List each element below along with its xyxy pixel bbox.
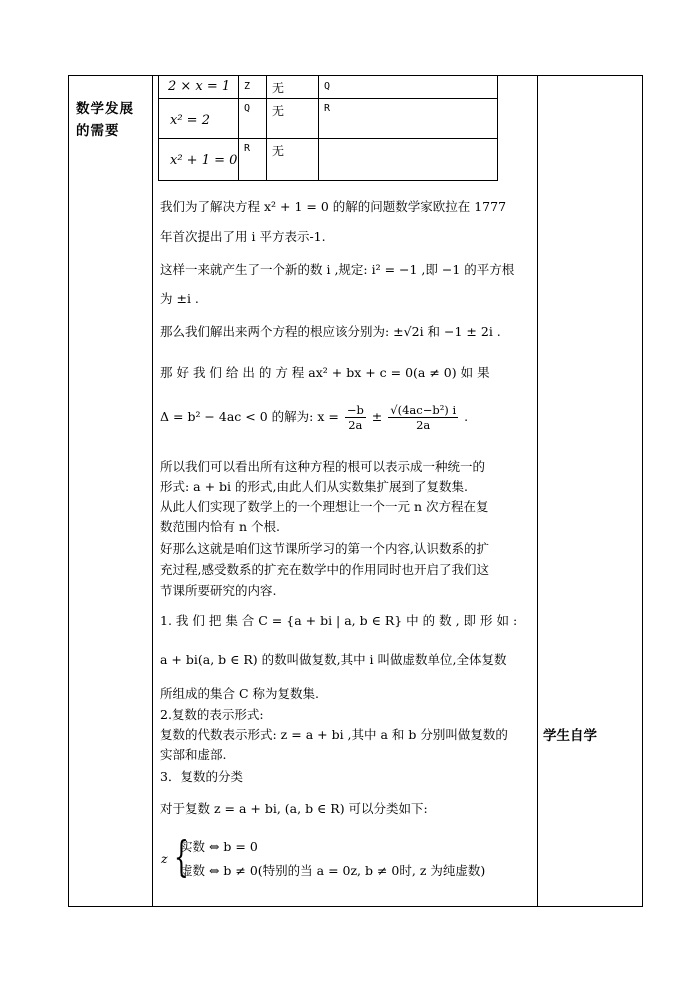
paragraph-lesson-3: 节课所要研究的内容.	[160, 583, 277, 598]
paragraph-algebraic-form-1: 复数的代数表示形式: z = a + bi ,其中 a 和 b 分别叫做复数的	[160, 727, 508, 742]
fraction-2-numerator: √(4ac−b²) i	[390, 403, 457, 417]
paragraph-lesson-2: 充过程,感受数系的扩充在数学中的作用同时也开启了我们这	[160, 562, 489, 577]
column-divider-1	[152, 75, 153, 907]
equation-table	[158, 75, 498, 181]
paragraph-new-number-1: 这样一来就产生了一个新的数 i ,规定: i² = −1 ,即 −1 的平方根	[160, 262, 515, 277]
right-column-label: 学生自学	[543, 728, 597, 744]
table-row-3-equation: x² + 1 = 0	[170, 153, 238, 168]
outer-left-border	[68, 75, 69, 907]
fraction-1	[345, 403, 366, 432]
classification-case-real: 实数 ⇔ b = 0	[180, 839, 258, 854]
paragraph-roots: 那么我们解出来两个方程的根应该分别为: ±√2i 和 −1 ± 2i .	[160, 324, 501, 339]
table-row-1-mark: 无	[272, 81, 285, 95]
paragraph-euler-2: 年首次提出了用 i 平方表示-1.	[160, 229, 326, 244]
paragraph-euler-1: 我们为了解决方程 x² + 1 = 0 的解的问题数学家欧拉在 1777	[160, 199, 507, 214]
plus-minus-sign: ±	[371, 409, 383, 424]
paragraph-representation-heading: 2.复数的表示形式:	[160, 707, 264, 722]
table-row-1-set2: Q	[324, 81, 331, 92]
classification-case-imaginary: 虚数 ⇔ b ≠ 0(特别的当 a = 0z, b ≠ 0时, z 为纯虚数)	[180, 863, 486, 878]
table-row-2-mark: 无	[272, 104, 285, 118]
fraction-2	[388, 403, 458, 432]
classification-variable: z	[161, 851, 168, 866]
column-divider-2	[537, 75, 538, 907]
table-row-1-equation: 2 × x = 1	[168, 79, 231, 94]
paragraph-unified-form-4: 数范围内恰有 n 个根.	[160, 519, 280, 534]
left-column-label: 数学发展的需要	[76, 101, 134, 139]
classification-brace: {	[174, 832, 189, 881]
paragraph-discriminant-solution	[160, 402, 530, 432]
discriminant-text: Δ = b² − 4ac < 0 的解为: x =	[160, 409, 339, 424]
paragraph-unified-form-3: 从此人们实现了数学上的一个理想让一个一元 n 次方程在复	[160, 499, 489, 514]
outer-right-border	[642, 75, 643, 907]
paragraph-definition-2: a + bi(a, b ∈ R) 的数叫做复数,其中 i 叫做虚数单位,全体复数	[160, 652, 507, 667]
paragraph-general-equation: 那 好 我 们 给 出 的 方 程 ax² + bx + c = 0(a ≠ 0) 如 果	[160, 365, 490, 380]
period: .	[464, 409, 469, 424]
paragraph-definition-3: 所组成的集合 C 称为复数集.	[160, 686, 319, 701]
paragraph-definition-1: 1. 我 们 把 集 合 C = {a + bi | a, b ∈ R} 中 的 数 , 即 形 如 :	[160, 613, 518, 628]
table-row-1-set1: Z	[244, 81, 251, 92]
paragraph-unified-form-1: 所以我们可以看出所有这种方程的根可以表示成一种统一的	[160, 459, 486, 474]
paragraph-classification-heading: 3．复数的分类	[160, 769, 243, 784]
table-row-3-set1: R	[244, 143, 251, 154]
fraction-1-numerator: −b	[346, 403, 364, 417]
paragraph-new-number-2: 为 ±i .	[160, 291, 199, 306]
table-row-2-equation: x² = 2	[170, 113, 210, 128]
paragraph-unified-form-2: 形式: a + bi 的形式,由此人们从实数集扩展到了复数集.	[160, 479, 468, 494]
fraction-1-denominator: 2a	[348, 418, 363, 432]
outer-bottom-border	[68, 906, 643, 907]
fraction-2-denominator: 2a	[416, 418, 431, 432]
table-row-2-set2: R	[324, 103, 331, 114]
paragraph-algebraic-form-2: 实部和虚部.	[160, 747, 227, 762]
paragraph-classification-intro: 对于复数 z = a + bi, (a, b ∈ R) 可以分类如下:	[160, 801, 428, 816]
table-row-2-set1: Q	[244, 103, 251, 114]
table-row-3-mark: 无	[272, 144, 285, 158]
paragraph-lesson-1: 好那么这就是咱们这节课所学习的第一个内容,认识数系的扩	[160, 541, 489, 556]
